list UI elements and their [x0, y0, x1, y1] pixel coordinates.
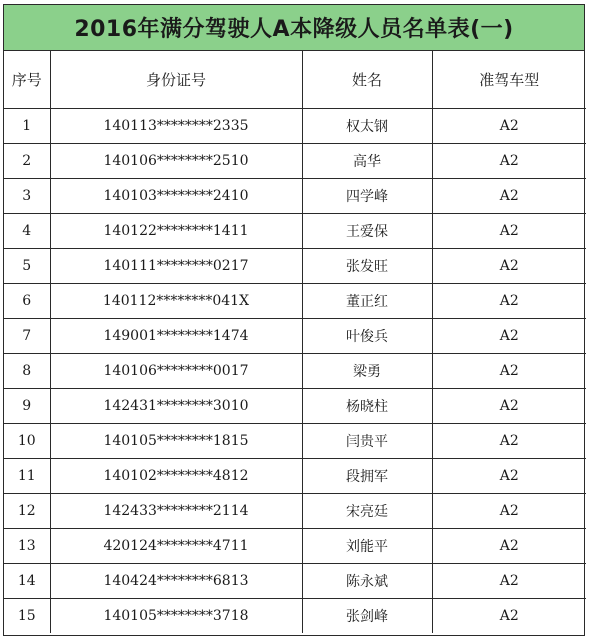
- cell-name: 宋亮廷: [302, 494, 432, 529]
- header-seq: 序号: [4, 51, 50, 109]
- cell-license-type: A2: [432, 389, 586, 424]
- cell-seq: 12: [4, 494, 50, 529]
- cell-name: 梁勇: [302, 354, 432, 389]
- cell-id-number: 140111********0217: [50, 249, 302, 284]
- table-row: [4, 214, 586, 249]
- table-row: [4, 354, 586, 389]
- cell-name: 四学峰: [302, 179, 432, 214]
- cell-id-number: 142431********3010: [50, 389, 302, 424]
- table-row: [4, 179, 586, 214]
- table-row: [4, 144, 586, 179]
- cell-name: 刘能平: [302, 529, 432, 564]
- cell-license-type: A2: [432, 144, 586, 179]
- cell-seq: 11: [4, 459, 50, 494]
- cell-license-type: A2: [432, 564, 586, 599]
- table-row: [4, 249, 586, 284]
- table-row: [4, 109, 586, 144]
- cell-name: 段拥军: [302, 459, 432, 494]
- cell-name: 陈永斌: [302, 564, 432, 599]
- cell-name: 叶俊兵: [302, 319, 432, 354]
- cell-license-type: A2: [432, 179, 586, 214]
- table-row: [4, 459, 586, 494]
- cell-license-type: A2: [432, 354, 586, 389]
- cell-id-number: 140103********2410: [50, 179, 302, 214]
- cell-license-type: A2: [432, 249, 586, 284]
- cell-id-number: 140105********1815: [50, 424, 302, 459]
- cell-seq: 9: [4, 389, 50, 424]
- cell-seq: 10: [4, 424, 50, 459]
- cell-license-type: A2: [432, 214, 586, 249]
- cell-name: 杨晓柱: [302, 389, 432, 424]
- table-row: [4, 599, 586, 634]
- table-row: [4, 529, 586, 564]
- cell-seq: 3: [4, 179, 50, 214]
- cell-seq: 13: [4, 529, 50, 564]
- cell-id-number: 140424********6813: [50, 564, 302, 599]
- cell-id-number: 140105********3718: [50, 599, 302, 634]
- header-id-number: 身份证号: [50, 51, 302, 109]
- cell-license-type: A2: [432, 529, 586, 564]
- roster-table: [4, 51, 586, 633]
- cell-seq: 5: [4, 249, 50, 284]
- cell-id-number: 149001********1474: [50, 319, 302, 354]
- cell-name: 董正红: [302, 284, 432, 319]
- cell-name: 高华: [302, 144, 432, 179]
- cell-license-type: A2: [432, 284, 586, 319]
- header-license-type: 准驾车型: [432, 51, 586, 109]
- cell-seq: 14: [4, 564, 50, 599]
- cell-name: 王爱保: [302, 214, 432, 249]
- cell-license-type: A2: [432, 319, 586, 354]
- cell-seq: 15: [4, 599, 50, 634]
- cell-id-number: 140106********2510: [50, 144, 302, 179]
- cell-id-number: 140106********0017: [50, 354, 302, 389]
- cell-seq: 2: [4, 144, 50, 179]
- cell-id-number: 140112********041X: [50, 284, 302, 319]
- cell-id-number: 142433********2114: [50, 494, 302, 529]
- table-row: [4, 564, 586, 599]
- cell-license-type: A2: [432, 494, 586, 529]
- cell-seq: 7: [4, 319, 50, 354]
- table-row: [4, 284, 586, 319]
- table-row: [4, 424, 586, 459]
- cell-name: 张剑峰: [302, 599, 432, 634]
- cell-name: 闫贵平: [302, 424, 432, 459]
- cell-name: 张发旺: [302, 249, 432, 284]
- roster-sheet: [3, 4, 585, 636]
- table-row: [4, 494, 586, 529]
- cell-license-type: A2: [499, 608, 519, 624]
- table-row: [4, 389, 586, 424]
- table-row: [4, 319, 586, 354]
- cell-id-number: 140102********4812: [50, 459, 302, 494]
- header-name: 姓名: [302, 51, 432, 109]
- cell-seq: 1: [4, 109, 50, 144]
- cell-seq: 8: [4, 354, 50, 389]
- cell-license-type: A2: [432, 109, 586, 144]
- cell-id-number: 140122********1411: [50, 214, 302, 249]
- cell-id-number: 420124********4711: [50, 529, 302, 564]
- cell-license-type: A2: [432, 424, 586, 459]
- cell-name: 权太钢: [302, 109, 432, 144]
- cell-license-type: A2: [432, 459, 586, 494]
- cell-id-number: 140113********2335: [50, 109, 302, 144]
- cell-seq: 6: [4, 284, 50, 319]
- cell-seq: 4: [4, 214, 50, 249]
- header-row: [4, 51, 586, 109]
- page-title: 2016年满分驾驶人A本降级人员名单表(一): [4, 5, 584, 51]
